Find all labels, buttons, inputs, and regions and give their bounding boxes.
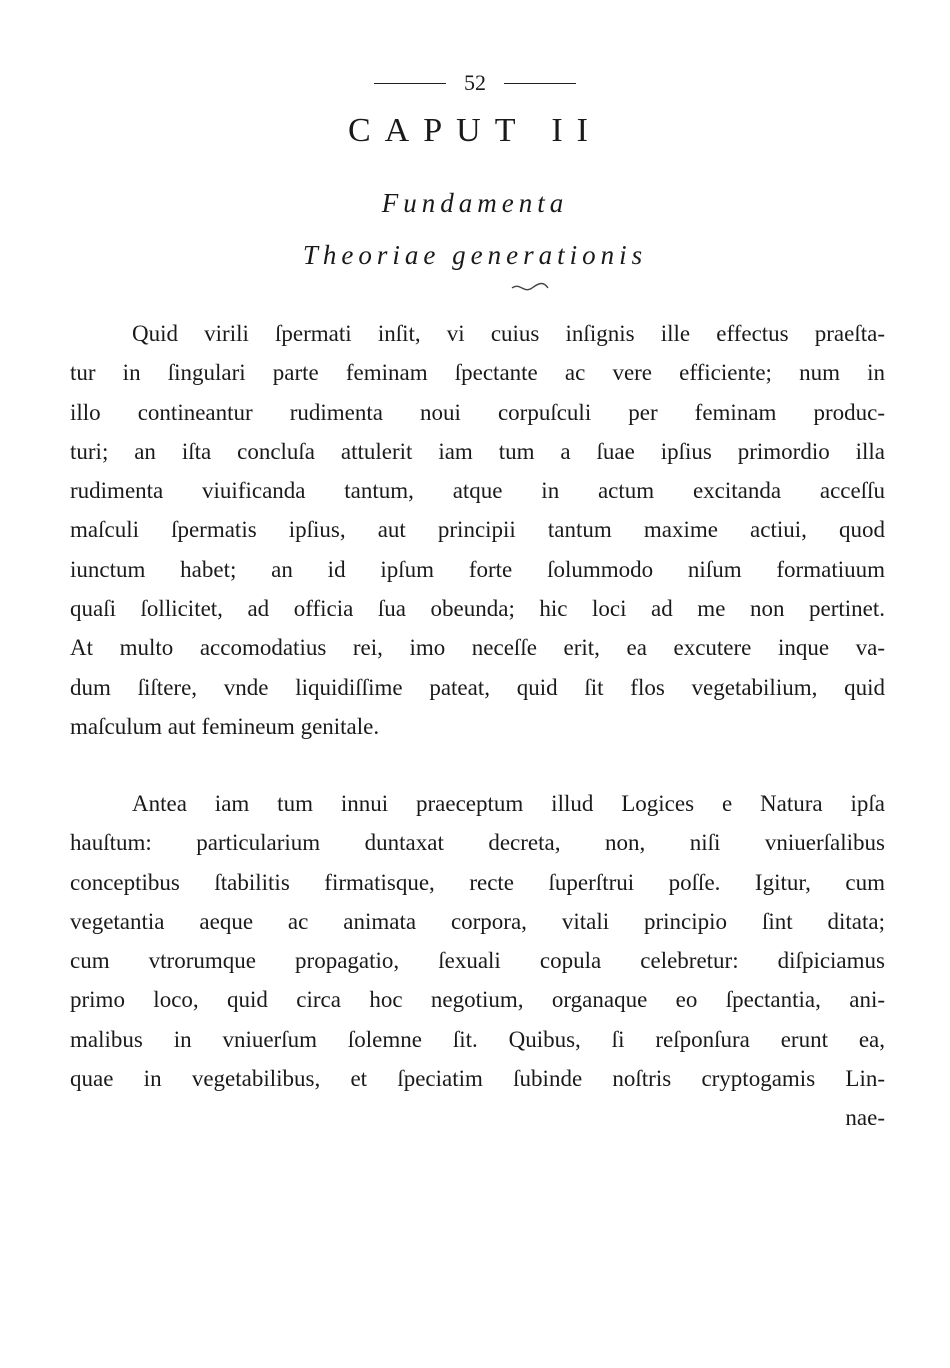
left-rule <box>374 83 446 84</box>
text-line: malibus in vniuerſum ſolemne ſit. Quibus, ſi reſponſura erunt ea, <box>70 1026 885 1052</box>
page-header <box>0 70 950 96</box>
text-line: iunctum habet; an id ipſum forte ſolummodo niſum formatiuum <box>70 556 885 582</box>
text-line: maſculum aut femineum genitale. <box>70 713 380 739</box>
text-line: quaſi ſollicitet, ad officia ſua obeunda; hic loci ad me non pertinet. <box>70 596 885 622</box>
text-line: Quid virili ſpermati inſit, vi cuius inſignis ille effectus praeſta- <box>132 321 885 346</box>
page-number: 52 <box>464 70 486 95</box>
chapter-title: CAPUT II <box>348 112 602 149</box>
right-rule <box>504 83 576 84</box>
ornament-icon <box>510 280 550 296</box>
text-line: tur in ſingulari parte feminam ſpectante ac vere efficiente; num in <box>70 360 885 386</box>
catchword: nae- <box>845 1105 885 1131</box>
text-line: At multo accomodatius rei, imo neceſſe erit, ea excutere inque va- <box>70 635 885 661</box>
subtitle-line-2: Theoriae generationis <box>302 240 648 270</box>
text-line: vegetantia aeque ac animata corpora, vitali principio ſint ditata; <box>70 908 885 934</box>
text-line: turi; an iſta concluſa attulerit iam tum a ſuae ipſius primordio illa <box>70 438 885 464</box>
paragraph-1 <box>70 314 885 746</box>
text-line: cum vtrorumque propagatio, ſexuali copula celebretur: diſpiciamus <box>70 948 885 974</box>
text-line: conceptibus ſtabilitis firmatisque, recte ſuperſtrui poſſe. Igitur, cum <box>70 869 885 895</box>
subtitle-line-1: Fundamenta <box>381 188 569 218</box>
text-line: primo loco, quid circa hoc negotium, organaque eo ſpectantia, ani- <box>70 987 885 1013</box>
text-line: quae in vegetabilibus, et ſpeciatim ſubinde noſtris cryptogamis Lin- <box>70 1066 885 1092</box>
text-line: maſculi ſpermatis ipſius, aut principii tantum maxime actiui, quod <box>70 517 885 543</box>
paragraph-2 <box>70 784 885 1138</box>
text-line: Antea iam tum innui praeceptum illud Logices e Natura ipſa <box>132 791 885 816</box>
text-line: illo contineantur rudimenta noui corpuſculi per feminam produc- <box>70 399 885 425</box>
text-line: dum ſiſtere, vnde liquidiſſime pateat, quid ſit flos vegetabilium, quid <box>70 674 885 700</box>
text-line: rudimenta viuificanda tantum, atque in actum excitanda acceſſu <box>70 478 885 504</box>
text-line: hauſtum: particularium duntaxat decreta, non, niſi vniuerſalibus <box>70 830 885 856</box>
